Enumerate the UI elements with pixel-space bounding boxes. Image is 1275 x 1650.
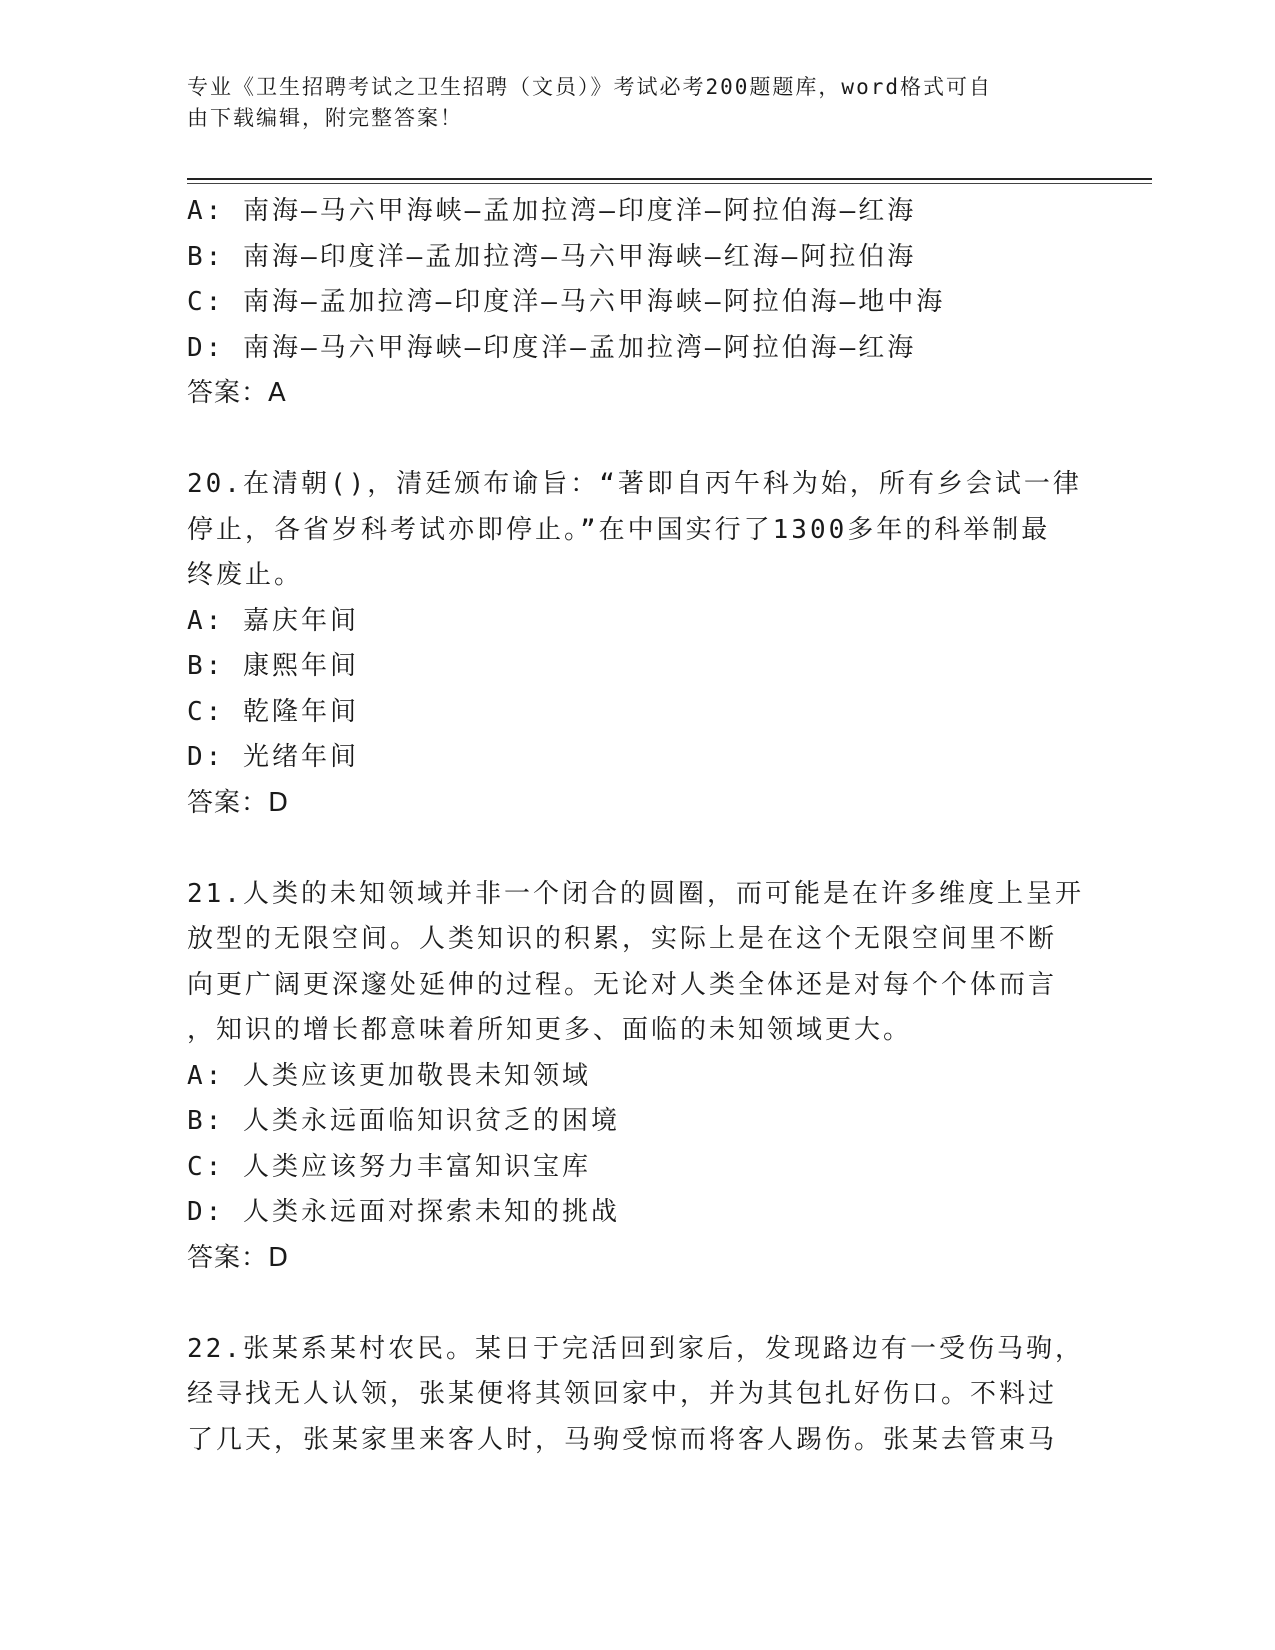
question-stem-line: 21.人类的未知领域并非一个闭合的圆圈，而可能是在许多维度上呈开 (187, 878, 1084, 909)
option-a: A: 人类应该更加敬畏未知领域 (187, 1060, 591, 1091)
question-block-prev (187, 189, 1087, 417)
question-stem-line: 22.张某系某村农民。某日于完活回到家后，发现路边有一受伤马驹， (187, 1333, 1084, 1364)
option-c: C: 南海—孟加拉湾—印度洋—马六甲海峡—阿拉伯海—地中海 (187, 287, 946, 317)
document-header (187, 72, 1067, 134)
question-block-21 (187, 872, 1087, 1282)
spacer (187, 826, 1087, 872)
option-d: D: 光绪年间 (187, 742, 359, 772)
question-block-22 (187, 1327, 1087, 1464)
question-stem-line: 经寻找无人认领，张某便将其领回家中，并为其包扎好伤口。不料过 (187, 1379, 1058, 1409)
header-divider-thick (187, 178, 1152, 180)
answer-line: 答案：D (187, 1242, 290, 1273)
option-c: C: 乾隆年间 (187, 696, 359, 727)
answer-line: 答案：D (187, 787, 290, 818)
option-d: D: 人类永远面对探索未知的挑战 (187, 1197, 620, 1227)
header-line-1: 专业《卫生招聘考试之卫生招聘（文员）》考试必考200题题库，word格式可自 (187, 75, 992, 99)
header-divider-thin (187, 183, 1152, 184)
question-stem-line: 停止，各省岁科考试亦即停止。”在中国实行了1300多年的科举制最 (187, 514, 1051, 545)
question-block-20 (187, 462, 1087, 826)
option-b: B: 人类永远面临知识贫乏的困境 (187, 1106, 620, 1136)
question-stem-line: 放型的无限空间。人类知识的积累，实际上是在这个无限空间里不断 (187, 924, 1058, 954)
header-line-2: 由下载编辑，附完整答案！ (187, 106, 463, 130)
question-list (187, 189, 1087, 1463)
question-stem-line: 了几天，张某家里来客人时，马驹受惊而将客人踢伤。张某去管束马 (187, 1424, 1058, 1455)
option-b: B: 南海—印度洋—孟加拉湾—马六甲海峡—红海—阿拉伯海 (187, 241, 917, 272)
option-a: A: 嘉庆年间 (187, 605, 359, 636)
question-stem-line: 终废止。 (187, 560, 304, 590)
question-stem-line: ，知识的增长都意味着所知更多、面临的未知领域更大。 (187, 1015, 913, 1045)
option-a: A: 南海—马六甲海峡—孟加拉湾—印度洋—阿拉伯海—红海 (187, 196, 917, 226)
question-stem-line: 向更广阔更深邃处延伸的过程。无论对人类全体还是对每个个体而言 (187, 969, 1058, 1000)
question-stem-line: 20.在清朝()，清廷颁布谕旨：“著即自丙午科为始，所有乡会试一律 (187, 469, 1082, 499)
spacer (187, 1281, 1087, 1327)
option-d: D: 南海—马六甲海峡—印度洋—孟加拉湾—阿拉伯海—红海 (187, 332, 917, 363)
option-c: C: 人类应该努力丰富知识宝库 (187, 1151, 591, 1182)
answer-line: 答案：A (187, 378, 287, 408)
option-b: B: 康熙年间 (187, 651, 359, 681)
spacer (187, 417, 1087, 463)
